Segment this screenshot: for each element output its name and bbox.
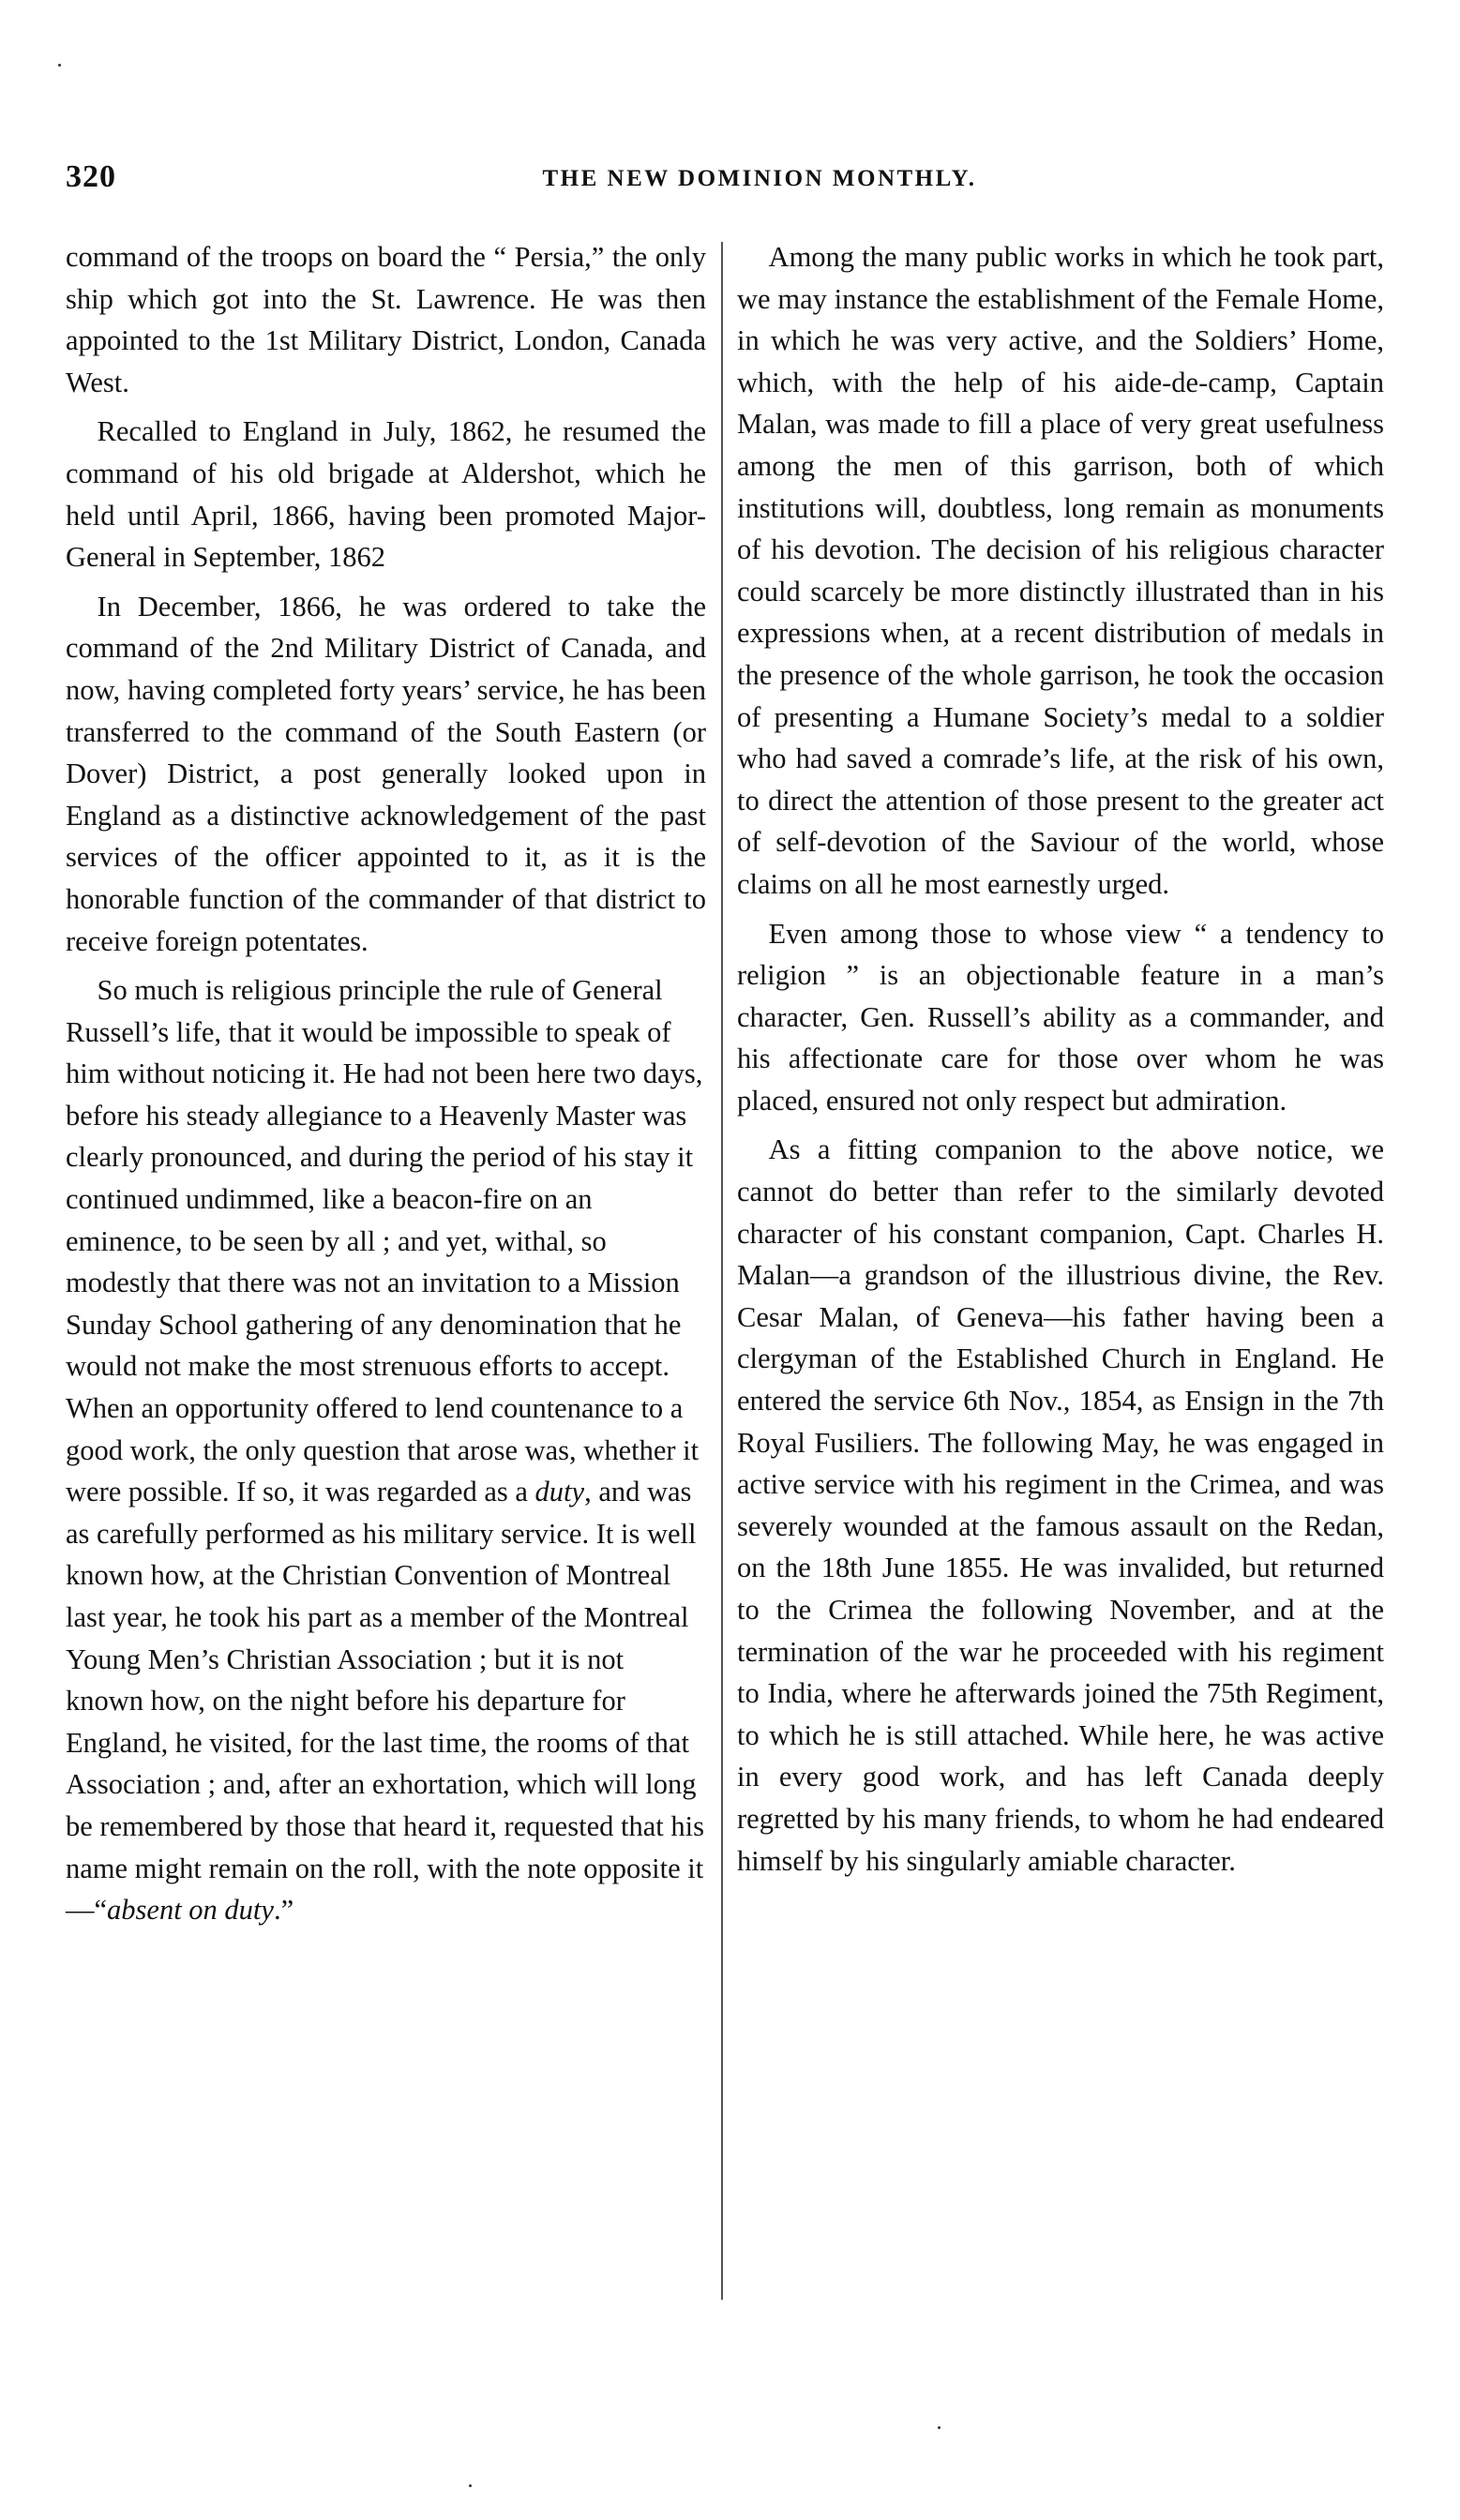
- page-number: 320: [66, 159, 116, 194]
- left-paragraph-2: Recalled to England in July, 1862, he resumed the command of his old brigade at Aldershot, which he held until April, 1866, having been promoted Major-General in September, 1862: [66, 415, 706, 574]
- scan-speck: [58, 64, 61, 67]
- right-paragraph-1: Among the many public works in which he took part, we may instance the establishment of the Female Home, in which he was very active, and the Soldiers’ Home, which, with the help of his aide-de-camp, Captain Malan, was made to fill a place of very great usefulness among the men of this garrison, both of which institutions will, doubtless, long remain as monuments of his devotion. The decision of his religious character could scarcely be more distinctly illustrated than in his expressions when, at a recent distribution of medals in the presence of the whole garrison, he took the occasion of presenting a Humane Society’s medal to a soldier who had saved a comrade’s life, at the risk of his own, to direct the attention of those present to the greater act of self-devotion of the Saviour of the world, whose claims on all he most earnestly urged.: [737, 241, 1384, 900]
- italic-absent-on-duty: absent on duty: [107, 1894, 274, 1927]
- left-paragraph-3: In December, 1866, he was ordered to take the command of the 2nd Military District of Canada, and now, having completed forty years’ service, he has been transferred to the command of the South Eastern (or Dover) District, a post generally looked upon in England as a distinctive acknowledgement of the past services of the officer appointed to it, as it is the honorable function of the commander of that district to receive foreign potentates.: [66, 590, 706, 957]
- italic-duty: duty: [534, 1476, 585, 1508]
- left-paragraph-4-part-b: , and was as carefully performed as his military service. It is well known how, at the Christian Convention of Montreal last year, he took his part as a member of the Montreal Young Men’s Christian Association ; but it is not known how, on the night before his departure for England, he visited, for the last time, the rooms of that Association ; and, after an exhortation, which will long be remembered by those that heard it, requested that his name might remain on the roll, with the note opposite it—“: [66, 1476, 704, 1927]
- column-divider: [721, 242, 723, 2300]
- left-column: [66, 236, 706, 1939]
- scan-speck: [938, 2426, 941, 2429]
- right-paragraph-3: As a fitting companion to the above notice, we cannot do better than refer to the similarly devoted character of his constant companion, Capt. Charles H. Malan—a grandson of the illustrious divine, the Rev. Cesar Malan, of Geneva—his father having been a clergyman of the Established Church in England. He entered the service 6th Nov., 1854, as Ensign in the 7th Royal Fusiliers. The following May, he was engaged in active service with his regiment in the Crimea, and was severely wounded at the famous assault on the Redan, on the 18th June 1855. He was invalided, but returned to the Crimea the following November, and at the termination of the war he proceeded with his regiment to India, where he afterwards joined the 75th Regiment, to which he is still attached. While here, he was active in every good work, and has left Canada deeply regretted by his many friends, to whom he had endeared himself by his singularly amiable character.: [737, 1133, 1384, 1877]
- left-paragraph-4-part-c: .”: [273, 1894, 294, 1927]
- scan-speck: [469, 2484, 472, 2487]
- left-paragraph-1: command of the troops on board the “ Persia,” the only ship which got into the St. Lawrence. He was then appointed to the 1st Military District, London, Canada West.: [66, 241, 706, 398]
- running-head: THE NEW DOMINION MONTHLY.: [542, 166, 977, 191]
- right-paragraph-2: Even among those to whose view “ a tendency to religion ” is an objectionable feature in a man’s character, Gen. Russell’s ability as a commander, and his affectionate care for those over whom he was placed, ensured not only respect but admiration.: [737, 917, 1384, 1117]
- page-header: [66, 159, 1397, 206]
- left-paragraph-4: [66, 969, 706, 1931]
- left-paragraph-4-part-a: So much is religious principle the rule of General Russell’s life, that it would be impossible to speak of him without noticing it. He had not been here two days, before his steady allegiance to a Heavenly Master was clearly pronounced, and during the period of his stay it continued undimmed, like a beacon-fire on an eminence, to be seen by all ; and yet, withal, so modestly that there was not an invitation to a Mission Sunday School gathering of any denomination that he would not make the most strenuous efforts to accept. When an opportunity offered to lend countenance to a good work, the only question that arose was, whether it were possible. If so, it was regarded as a: [66, 974, 703, 1508]
- right-column: [737, 236, 1384, 1889]
